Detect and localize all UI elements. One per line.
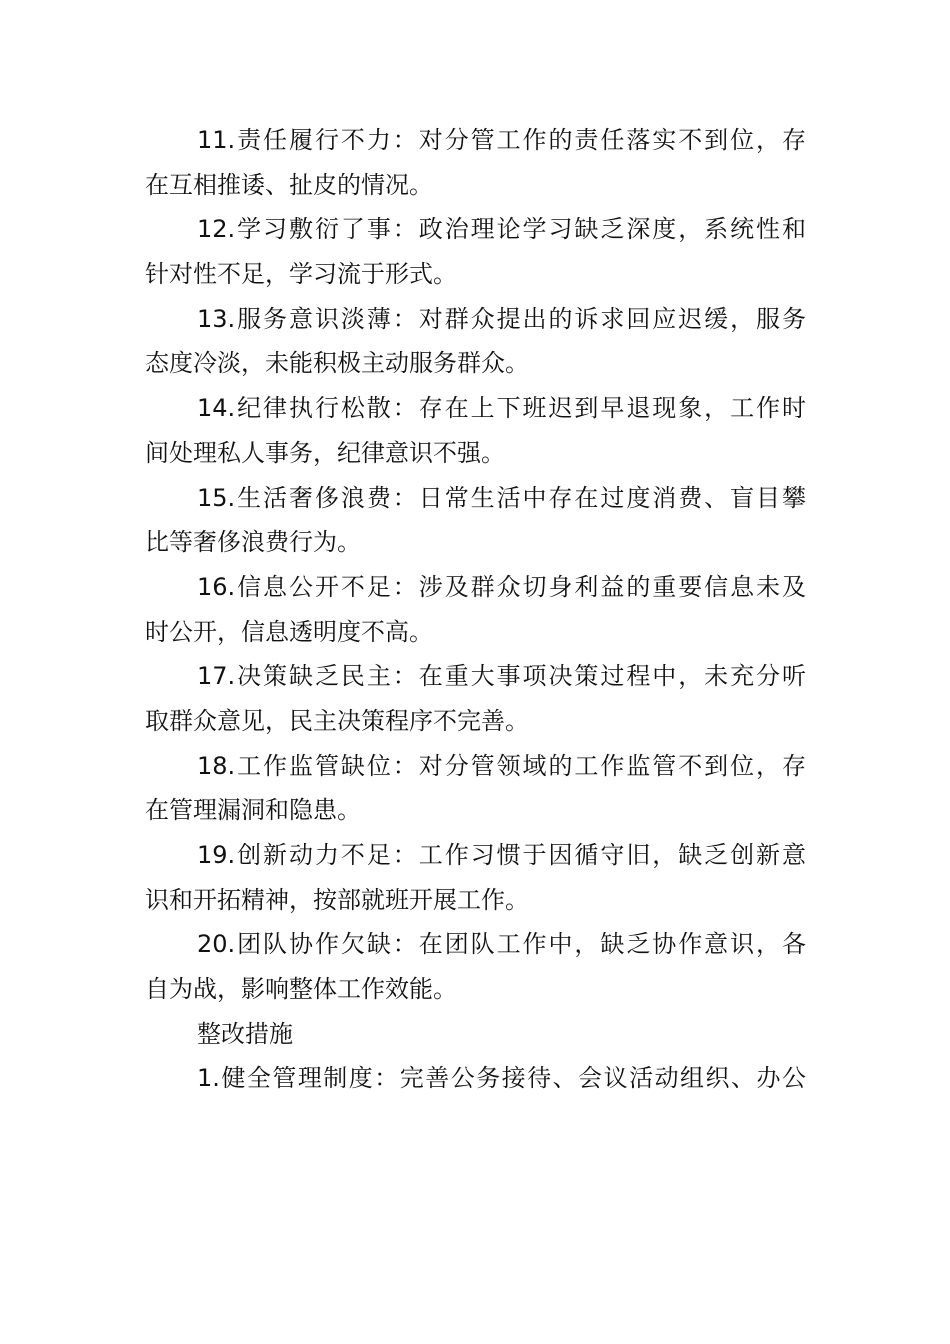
paragraph-line: 间处理私人事务，纪律意识不强。: [145, 438, 505, 467]
problem-item-11: [145, 118, 806, 207]
paragraph-line: 自为战，影响整体工作效能。: [145, 975, 457, 1004]
problem-item-20: [145, 922, 806, 1011]
problem-item-17: [145, 654, 806, 743]
measure-item-1: 1.健全管理制度：完善公务接待、会议活动组织、办公: [197, 1064, 806, 1093]
paragraph-line: 20.团队协作欠缺：在团队工作中，缺乏协作意识，各: [197, 930, 806, 959]
paragraph-line: 在管理漏洞和隐患。: [145, 796, 361, 825]
problem-item-14: [145, 386, 806, 475]
problem-item-15: [145, 476, 806, 565]
paragraph-line: 13.服务意识淡薄：对群众提出的诉求回应迟缓，服务: [197, 304, 806, 333]
paragraph-line: 识和开拓精神，按部就班开展工作。: [145, 885, 529, 914]
paragraph-line: 比等奢侈浪费行为。: [145, 528, 361, 557]
paragraph-line: 态度冷淡，未能积极主动服务群众。: [145, 349, 529, 378]
problem-item-12: [145, 207, 806, 296]
paragraph-line: 在互相推诿、扯皮的情况。: [145, 170, 433, 199]
paragraph-line: 取群众意见，民主决策程序不完善。: [145, 706, 529, 735]
paragraph-line: 时公开，信息透明度不高。: [145, 617, 433, 646]
paragraph-line: 17.决策缺乏民主：在重大事项决策过程中，未充分听: [197, 662, 806, 691]
section-heading: 整改措施: [197, 1019, 293, 1048]
paragraph-line: 14.纪律执行松散：存在上下班迟到早退现象，工作时: [197, 394, 806, 423]
problem-item-13: [145, 297, 806, 386]
paragraph-line: 18.工作监管缺位：对分管领域的工作监管不到位，存: [197, 751, 806, 780]
paragraph-line: 针对性不足，学习流于形式。: [145, 260, 457, 289]
problem-item-16: [145, 565, 806, 654]
paragraph-line: 15.生活奢侈浪费：日常生活中存在过度消费、盲目攀: [197, 483, 806, 512]
problem-item-18: [145, 744, 806, 833]
paragraph-line: 19.创新动力不足：工作习惯于因循守旧，缺乏创新意: [197, 841, 806, 869]
paragraph-line: 16.信息公开不足：涉及群众切身利益的重要信息未及: [197, 572, 806, 601]
paragraph-line: 12.学习敷衍了事：政治理论学习缺乏深度，系统性和: [197, 215, 806, 244]
problem-item-19: [145, 833, 806, 922]
document-page: [145, 118, 806, 1101]
paragraph-line: 11.责任履行不力：对分管工作的责任落实不到位，存: [197, 126, 806, 154]
